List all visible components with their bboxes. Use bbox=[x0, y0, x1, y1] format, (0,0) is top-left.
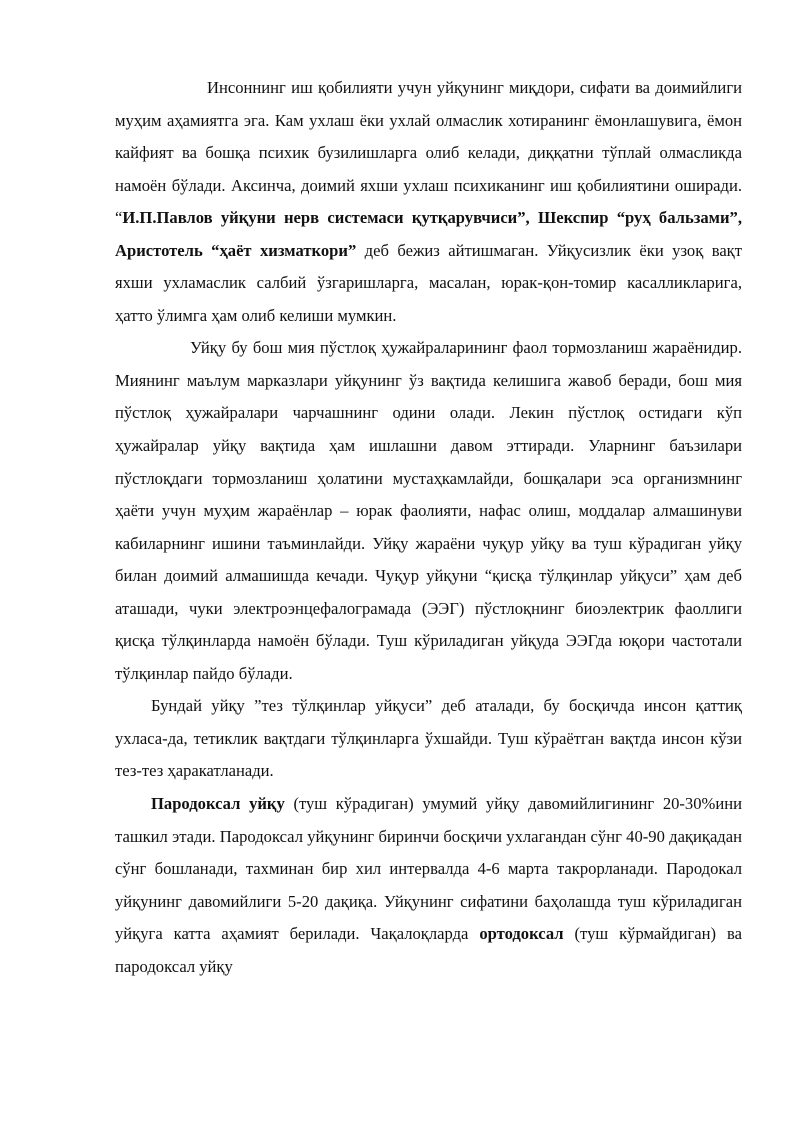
text-segment: Бундай уйқу ”тез тўлқинлар уйқуси” деб аталади, бу босқичда инсон қаттиқ ухласа-да, тетиклик вақтдаги тўлқинларга ўхшайди. Туш кўраётган вақтда инсон кўзи тез-тез ҳаракатланади. bbox=[115, 696, 742, 781]
bold-text-segment: Пародоксал уйқу bbox=[151, 794, 285, 814]
text-segment: (туш кўрмайдиган) ва пародоксал уйқу bbox=[115, 924, 742, 976]
paragraph bbox=[115, 332, 742, 690]
bold-text-segment: ортодоксал bbox=[479, 924, 564, 944]
text-segment: Уйқу бу бош мия пўстлоқ ҳужайраларининг фаол тормозланиш жараёнидир. Миянинг маълум марказлари уйқунинг ўз вақтида келишига жавоб беради, бош мия пўстлоқ ҳужайралари чарчашнинг одини олади. Лекин пўстлоқ остидаги кўп ҳужайралар уйқу вақтида ҳам ишлашни давом эттиради. Уларнинг баъзилари пўстлоқдаги тормозланиш ҳолатини мустаҳкамлайди, бошқалари эса организмнинг ҳаёти учун муҳим жараёнлар – юрак фаолияти, нафас олиш, моддалар алмашинуви кабиларнинг ишини таъминлайди. Уйқу жараёни чуқур уйқу ва туш кўрадиган уйқу билан доимий алмашишда кечади. Чуқур уйқуни “қисқа тўлқинлар уйқуси” ҳам деб аташади, чуки электроэнцефалограмада (ЭЭГ) пўстлоқнинг биоэлектрик фаоллиги қисқа тўлқинларда намоён бўлади. Туш кўриладиган уйқуда ЭЭГда юқори частотали тўлқинлар пайдо бўлади. bbox=[115, 338, 742, 683]
text-segment: деб бежиз айтишмаган. Уйқусизлик ёки узоқ вақт яхши ухламаслик салбий ўзгаришларга, масалан, юрак-қон-томир касалликларига, ҳатто ўлимга ҳам олиб келиши мумкин. bbox=[115, 240, 742, 325]
paragraph bbox=[115, 788, 742, 983]
document-body bbox=[115, 72, 742, 983]
paragraph bbox=[115, 72, 742, 332]
text-segment: (туш кўрадиган) умумий уйқу давомийлигининг 20-30%ини ташкил этади. Пародоксал уйқунинг биринчи босқичи ухлагандан сўнг 40-90 дақиқадан сўнг бошланади, тахминан бир хил интервалда 4-6 марта такрорланади. Пародокал уйқунинг давомийлиги 5-20 дақиқа. Уйқунинг сифатини баҳолашда туш кўриладиган уйқуга катта аҳамият берилади. Чақалоқларда bbox=[115, 794, 742, 944]
bold-text-segment: И.П.Павлов уйқуни нерв системаси қутқарувчиси”, Шекспир “руҳ бальзами”, Аристотель “ҳаёт хизматкори” bbox=[115, 208, 742, 260]
paragraph bbox=[115, 690, 742, 788]
text-segment: Инсоннинг иш қобилияти учун уйқунинг миқдори, сифати ва доимийлиги муҳим аҳамиятга эга. Кам ухлаш ёки ухлай олмаслик хотиранинг ёмонлашувига, ёмон кайфият ва бошқа психик бузилишларга олиб келади, диққатни тўплай олмасликда намоён бўлади. Аксинча, доимий яхши ухлаш психиканинг иш қобилиятини оширади. “ bbox=[115, 78, 742, 228]
